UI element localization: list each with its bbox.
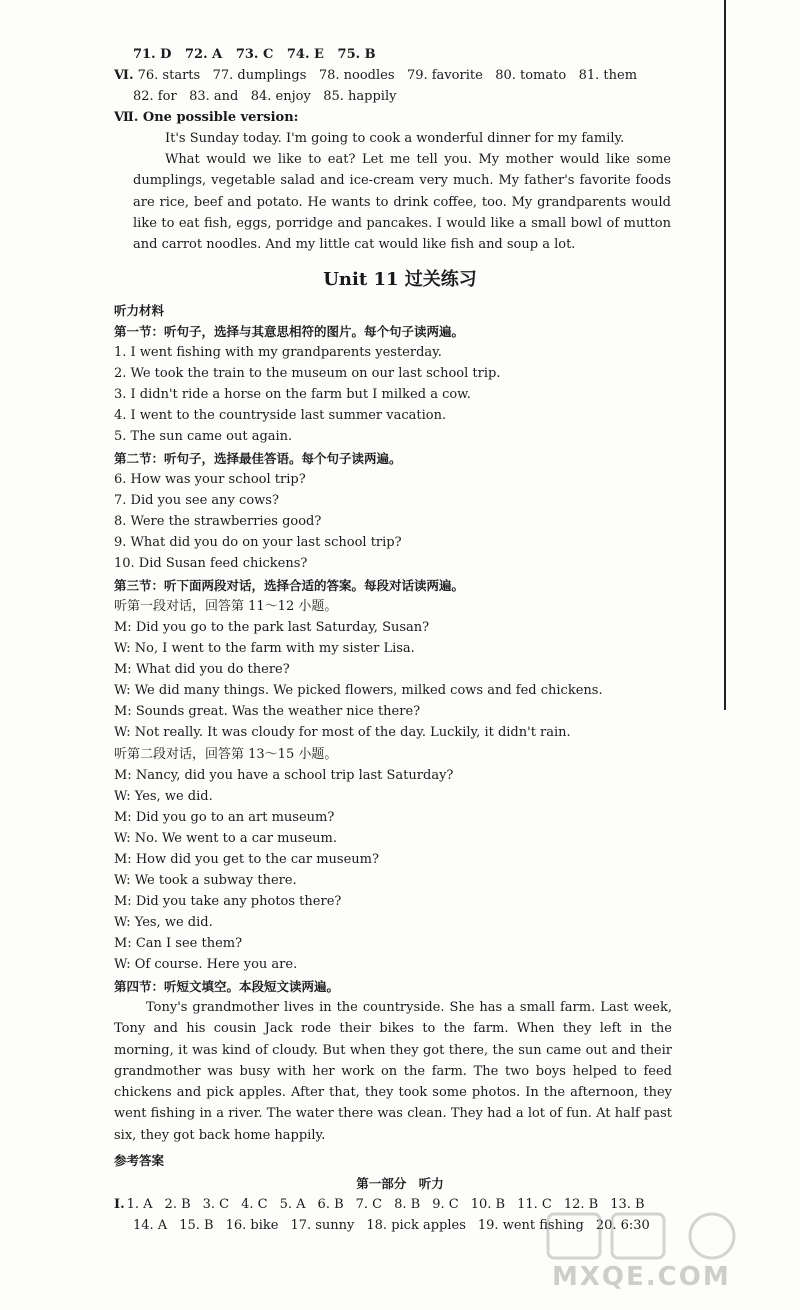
answer: 5. A (279, 1197, 306, 1212)
essay-paragraph: What would we like to eat? Let me tell you. My mother would like some dumplings, vegetable salad and ice-cream very much. My father's favorite foods are rice, beef and potato. He wants to drink coffee, too. My grandparents would like to eat fish, eggs, porridge and pancakes. I would like a small bowl of mutton and carrot noodles. And my little cat would like fish and soup a lot. (133, 152, 671, 253)
part-title: 第一部分 听力 (356, 1176, 444, 1191)
section-label: Ⅵ. (114, 68, 134, 83)
list-item: 1. I went fishing with my grandparents yesterday. (114, 345, 442, 360)
section4-heading: 第四节：听短文填空。本段短文读两遍。 (114, 979, 340, 994)
answer: 14. A (133, 1218, 168, 1233)
list-item: 2. We took the train to the museum on our last school trip. (114, 366, 501, 381)
section1-heading: 第一节：听句子，选择与其意思相符的图片。每个句子读两遍。 (114, 324, 465, 339)
answer: 2. B (164, 1197, 191, 1212)
dialog-line: W: We took a subway there. (114, 873, 297, 888)
answer: 19. went fishing (477, 1218, 584, 1233)
list-item: 4. I went to the countryside last summer vacation. (114, 408, 447, 423)
answer: 83. and (189, 89, 239, 104)
answer: 81. them (578, 68, 638, 83)
dialog-line: M: Did you take any photos there? (114, 894, 342, 909)
watermark-text: MXQE.COM (552, 1262, 731, 1292)
section2-heading: 第二节：听句子，选择最佳答语。每个句子读两遍。 (114, 451, 402, 466)
watermark-logo (542, 1210, 772, 1296)
answer: 3. C (202, 1197, 230, 1212)
dialog-line: W: Yes, we did. (114, 915, 213, 930)
answer: 18. pick apples (366, 1218, 466, 1233)
listening-label: 听力材料 (114, 303, 165, 318)
answer: 15. B (179, 1218, 214, 1233)
dialog-intro: 听第一段对话，回答第 11～12 小题。 (114, 599, 338, 614)
dialog-line: M: Did you go to the park last Saturday, Susan? (114, 620, 430, 635)
answer: 74. E (286, 47, 324, 62)
dialog-line: W: Of course. Here you are. (114, 957, 298, 972)
list-item: 8. Were the strawberries good? (114, 514, 322, 529)
answer: 84. enjoy (250, 89, 311, 104)
essay-paragraph: It's Sunday today. I'm going to cook a wonderful dinner for my family. (165, 131, 625, 146)
answer: 85. happily (323, 89, 397, 104)
list-item: 5. The sun came out again. (114, 429, 293, 444)
answer: 77. dumplings (212, 68, 307, 83)
answers-row-82-85 (133, 86, 396, 107)
answer: 6. B (317, 1197, 344, 1212)
list-item: 10. Did Susan feed chickens? (114, 556, 308, 571)
section3-heading: 第三节：听下面两段对话，选择合适的答案。每段对话读两遍。 (114, 578, 465, 593)
answers-row-71-75 (133, 44, 376, 65)
dialog-line: M: How did you get to the car museum? (114, 852, 379, 867)
dialog-line: W: Yes, we did. (114, 789, 213, 804)
answer: 73. C (235, 47, 274, 62)
answer: 79. favorite (406, 68, 483, 83)
dialog-line: M: What did you do there? (114, 662, 290, 677)
answer: 72. A (185, 47, 223, 62)
answer: 76. starts (137, 68, 201, 83)
answer: 17. sunny (290, 1218, 355, 1233)
section-label: Ⅶ. One possible version: (114, 110, 299, 125)
dialog-line: W: No, I went to the farm with my sister Lisa. (114, 641, 415, 656)
unit-title: Unit 11 过关练习 (323, 269, 477, 290)
answer: 10. B (470, 1197, 506, 1212)
dialog-line: M: Sounds great. Was the weather nice there? (114, 704, 421, 719)
dialog-line: W: We did many things. We picked flowers, milked cows and fed chickens. (114, 683, 603, 698)
answer: 1. A (126, 1197, 153, 1212)
answer: 9. C (432, 1197, 459, 1212)
answer: 11. C (517, 1197, 552, 1212)
answer: 7. C (355, 1197, 383, 1212)
section-label: Ⅰ. (114, 1197, 125, 1212)
dialog-line: W: Not really. It was cloudy for most of the day. Luckily, it didn't rain. (114, 725, 571, 740)
dialog-line: M: Can I see them? (114, 936, 243, 951)
answer: 8. B (394, 1197, 421, 1212)
answer: 13. B (610, 1197, 645, 1212)
answer: 20. 6:30 (595, 1218, 650, 1233)
answer: 80. tomato (495, 68, 567, 83)
answer: 75. B (337, 47, 376, 62)
list-item: 9. What did you do on your last school trip? (114, 535, 402, 550)
dialog-line: M: Did you go to an art museum? (114, 810, 335, 825)
answer: 12. B (563, 1197, 599, 1212)
list-item: 7. Did you see any cows? (114, 493, 279, 508)
list-item: 3. I didn't ride a horse on the farm but I milked a cow. (114, 387, 471, 402)
answers-row-76-81 (114, 65, 637, 86)
answer: 71. D (133, 47, 172, 62)
list-item: 6. How was your school trip? (114, 472, 306, 487)
answer-key-label: 参考答案 (114, 1153, 165, 1168)
answer: 16. bike (225, 1218, 279, 1233)
answer: 4. C (241, 1197, 268, 1212)
passage: Tony's grandmother lives in the countryside. She has a small farm. Last week, Tony and his cousin Jack rode their bikes to the farm. When they left in the morning, it was kind of cloudy. But when they got there, the sun came out and their grandmother was busy with her work on the farm. The two boys helped to feed chickens and pick apples. After that, they took some photos. In the afternoon, they went fishing in a river. The water there was clean. They had a lot of fun. At half past six, they got back home happily. (114, 1000, 672, 1143)
dialog-line: W: No. We went to a car museum. (114, 831, 337, 846)
answer: 78. noodles (318, 68, 395, 83)
answer: 82. for (133, 89, 177, 104)
margin-rule (724, 0, 726, 710)
dialog-intro: 听第二段对话，回答第 13～15 小题。 (114, 747, 338, 762)
dialog-line: M: Nancy, did you have a school trip last Saturday? (114, 768, 454, 783)
